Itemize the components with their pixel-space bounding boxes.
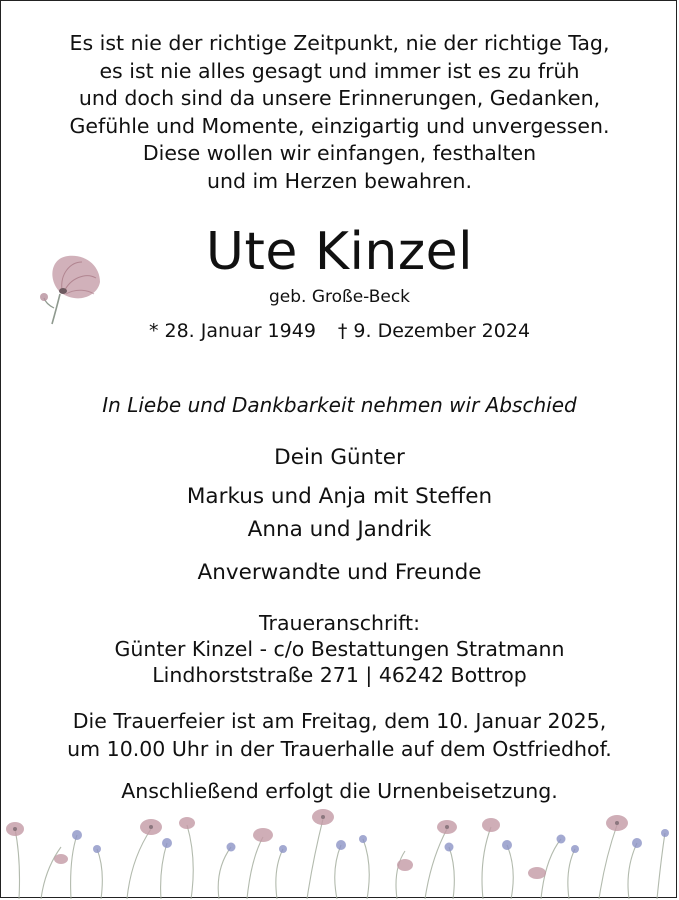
poem-line: und im Herzen bewahren.: [206, 168, 473, 193]
birth-name: geb. Große-Beck: [268, 287, 411, 307]
wildflower-meadow-icon: [1, 799, 678, 899]
death-date: 9. Dezember 2024: [353, 320, 531, 342]
ceremony-info: [0, 708, 679, 763]
address-line: Lindhorststraße 271 | 46242 Bottrop: [152, 663, 527, 687]
address-label: Traueranschrift:: [259, 611, 420, 635]
address-line: Günter Kinzel - c/o Bestattungen Stratmann: [114, 637, 565, 661]
ceremony-line: um 10.00 Uhr in der Trauerhalle auf dem Ostfriedhof.: [67, 736, 612, 761]
poem: [0, 30, 679, 195]
mourning-address: [0, 610, 679, 688]
poem-line: Gefühle und Momente, einzigartig und unvergessen.: [69, 113, 610, 138]
deceased-name: Ute Kinzel: [205, 222, 474, 282]
burial-info: Anschließend erfolgt die Urnenbeisetzung.: [121, 779, 558, 803]
farewell-line: In Liebe und Dankbarkeit nehmen wir Abschied: [102, 393, 577, 417]
ceremony-line: Die Trauerfeier ist am Freitag, dem 10. Januar 2025,: [72, 709, 607, 733]
life-dates: [0, 318, 679, 344]
mourner: Anna und Jandrik: [247, 517, 432, 542]
poem-line: und doch sind da unsere Erinnerungen, Gedanken,: [78, 86, 601, 110]
mourner: Anverwandte und Freunde: [197, 560, 482, 585]
birth-date: * 28. Januar 1949: [148, 320, 316, 342]
poem-line: es ist nie alles gesagt und immer ist es zu früh: [99, 58, 580, 83]
poem-line: Es ist nie der richtige Zeitpunkt, nie der richtige Tag,: [69, 31, 610, 55]
mourner: Markus und Anja mit Steffen: [186, 484, 493, 509]
cross-icon: †: [337, 320, 348, 342]
mourner: Dein Günter: [274, 445, 405, 470]
poem-line: Diese wollen wir einfangen, festhalten: [142, 141, 537, 165]
